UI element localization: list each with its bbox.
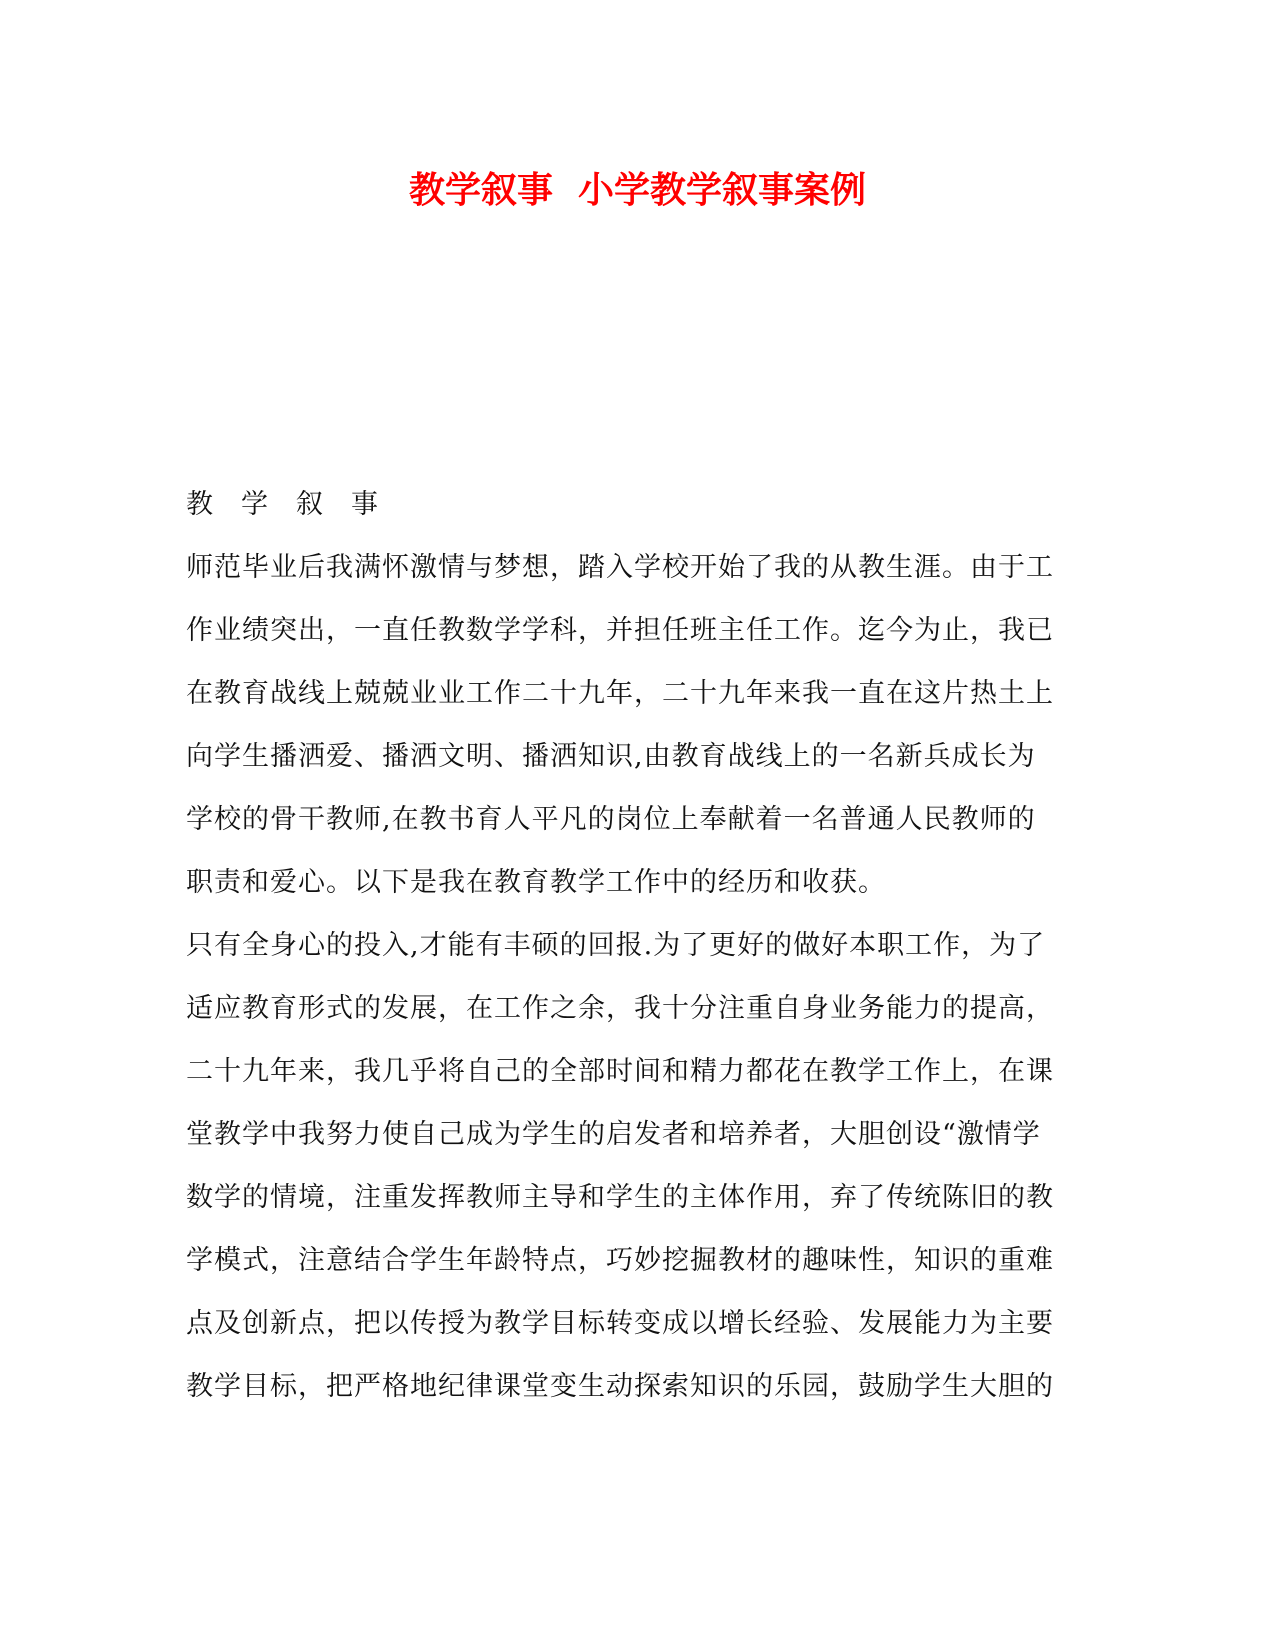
paragraph-gap — [186, 525, 1086, 536]
document-body — [186, 485, 1086, 1418]
text-line: 点及创新点，把以传授为教学目标转变成以增长经验、发展能力为主要 — [186, 1308, 1054, 1339]
section-heading: 教学叙事 — [186, 489, 406, 520]
text-line: 在教育战线上兢兢业业工作二十九年，二十九年来我一直在这片热土上 — [186, 678, 1054, 709]
document-title: 教学叙事 小学教学叙事案例 — [408, 169, 867, 211]
text-line: 只有全身心的投入,才能有丰硕的回报.为了更好的做好本职工作，为了 — [186, 930, 1046, 961]
text-line: 向学生播洒爱、播洒文明、播洒知识,由教育战线上的一名新兵成长为 — [186, 741, 1036, 772]
text-line: 学校的骨干教师,在教书育人平凡的岗位上奉献着一名普通人民教师的 — [186, 804, 1036, 835]
text-line: 堂教学中我努力使自己成为学生的启发者和培养者，大胆创设“激情学 — [186, 1119, 1041, 1150]
text-line: 数学的情境，注重发挥教师主导和学生的主体作用，弃了传统陈旧的教 — [186, 1182, 1054, 1213]
text-line: 教学目标，把严格地纪律课堂变生动探索知识的乐园，鼓励学生大胆的 — [186, 1371, 1054, 1402]
text-line: 作业绩突出，一直任教数学学科，并担任班主任工作。迄今为止，我已 — [186, 615, 1054, 646]
paragraph-1 — [186, 536, 1086, 914]
text-line: 适应教育形式的发展，在工作之余，我十分注重自身业务能力的提高， — [186, 993, 1054, 1024]
paragraph-2 — [186, 914, 1086, 1418]
text-line: 职责和爱心。以下是我在教育教学工作中的经历和收获。 — [186, 867, 886, 898]
text-line: 二十九年来，我几乎将自己的全部时间和精力都花在教学工作上，在课 — [186, 1056, 1054, 1087]
text-line: 学模式，注意结合学生年龄特点，巧妙挖掘教材的趣味性，知识的重难 — [186, 1245, 1054, 1276]
text-line: 师范毕业后我满怀激情与梦想，踏入学校开始了我的从教生涯。由于工 — [186, 552, 1054, 583]
